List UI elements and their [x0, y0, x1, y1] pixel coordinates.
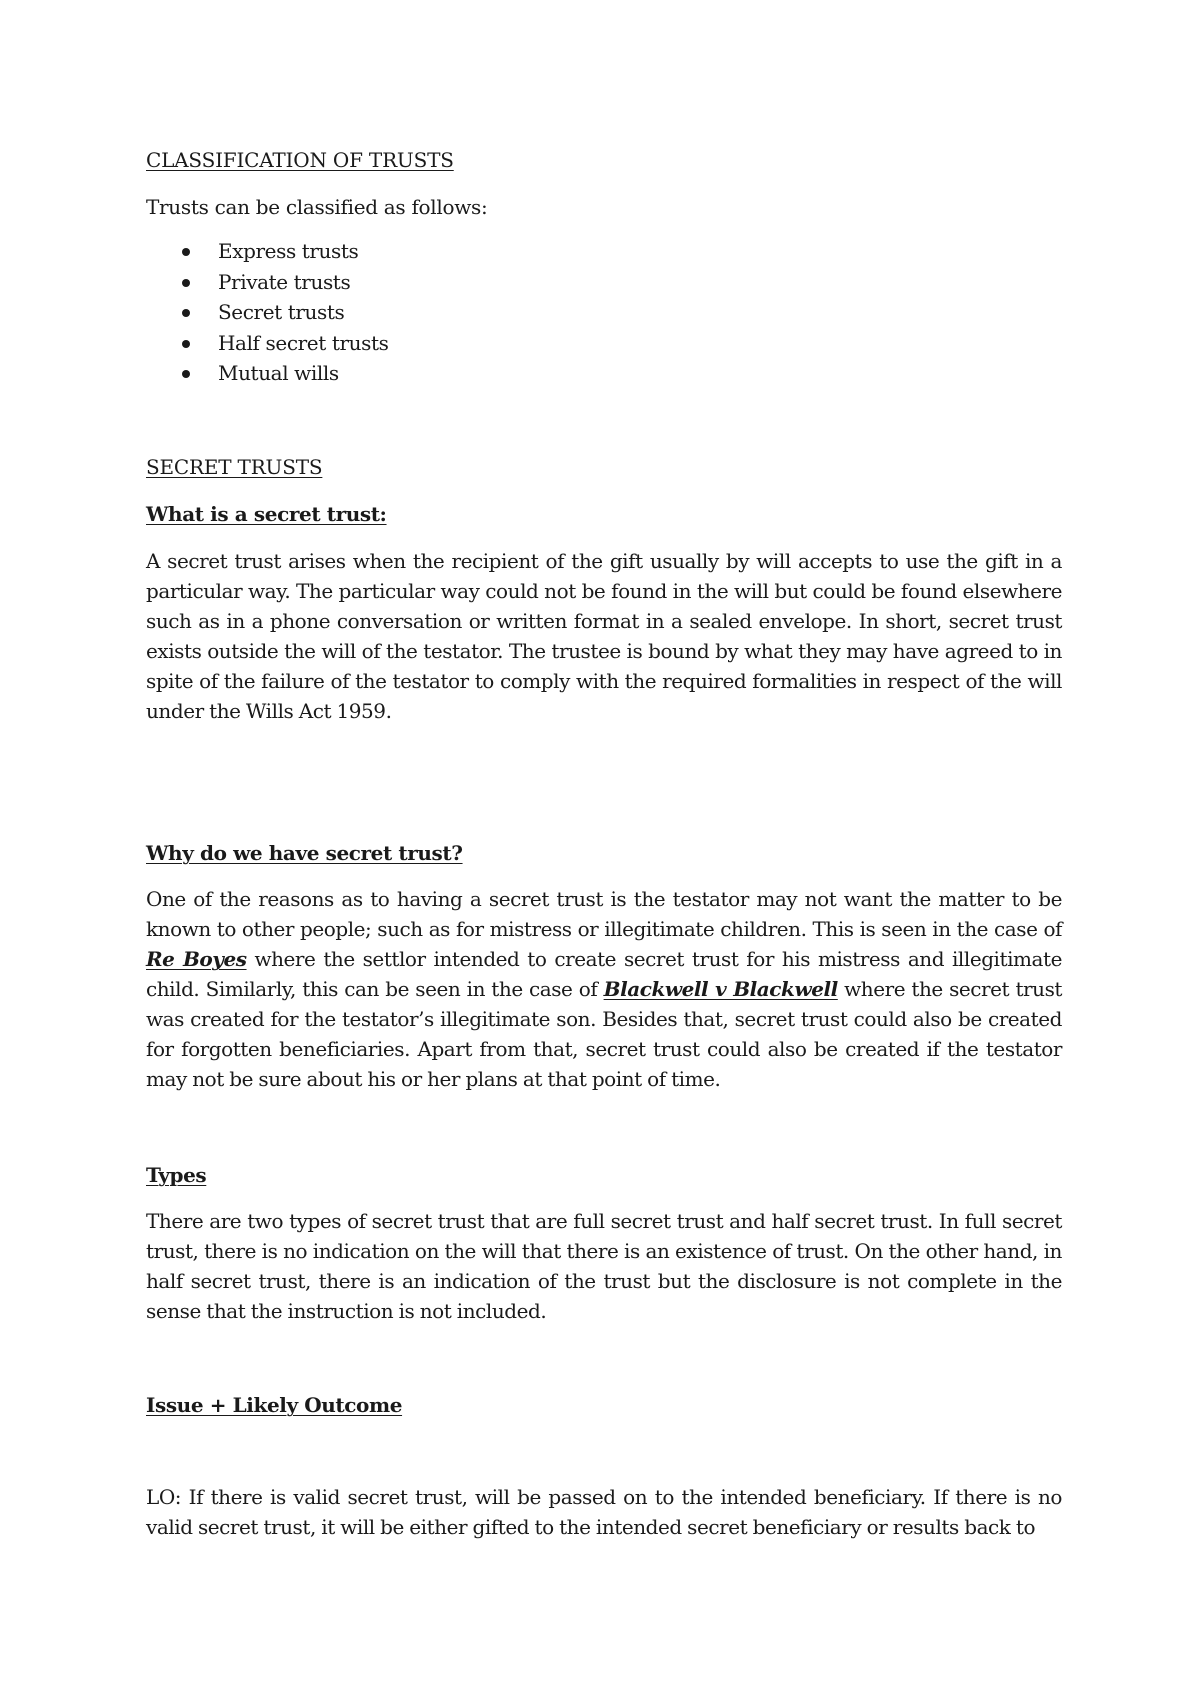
- types-paragraph: There are two types of secret trust that are full secret trust and half secret trust. In full secret trust, there is no indication on the will that there is an existence of trust. On the other hand, in half secret trust, there is an indication of the trust but the disclosure is not complete in the sense that the instruction is not included.: [146, 1209, 1062, 1323]
- list-item-label: Half secret trusts: [218, 330, 389, 355]
- list-item: [146, 267, 388, 298]
- bullet-icon: [182, 340, 190, 348]
- list-item-label: Secret trusts: [218, 300, 345, 324]
- bullet-icon: [182, 248, 190, 256]
- classification-heading: CLASSIFICATION OF TRUSTS: [146, 148, 454, 172]
- list-item: [146, 297, 388, 328]
- case-citation-blackwell: Blackwell v Blackwell: [603, 977, 838, 1001]
- list-item: [146, 236, 388, 267]
- why-text-1: One of the reasons as to having a secret trust is the testator may not want the matter to be known to other people; such as for mistress or illegitimate children. This is seen in the case of: [146, 887, 1062, 941]
- classification-list: [146, 236, 388, 389]
- issue-outcome-heading: Issue + Likely Outcome: [146, 1393, 403, 1417]
- why-secret-trust-paragraph: [146, 884, 1062, 1094]
- case-citation-re-boyes: Re Boyes: [146, 947, 247, 971]
- why-text-3: where the secret trust was created for the testator’s illegitimate son. Besides that, secret trust could also be created for forgotten beneficiaries. Apart from that, secret trust could also be created if the testator may not be sure about his or her plans at that point of time.: [146, 977, 1062, 1091]
- bullet-icon: [182, 309, 190, 317]
- secret-trusts-heading: SECRET TRUSTS: [146, 455, 323, 479]
- issue-outcome-paragraph: LO: If there is valid secret trust, will be passed on to the intended beneficiary. If there is no valid secret trust, it will be either gifted to the intended secret beneficiary or results back to: [146, 1485, 1062, 1539]
- types-heading: Types: [146, 1163, 207, 1187]
- why-text-2: where the settlor intended to create secret trust for his mistress and illegitimate child. Similarly, this can be seen in the case of: [146, 947, 1062, 1001]
- bullet-icon: [182, 279, 190, 287]
- list-item: [146, 328, 388, 359]
- list-item: [146, 358, 388, 389]
- bullet-icon: [182, 370, 190, 378]
- classification-intro: Trusts can be classified as follows:: [146, 195, 488, 219]
- why-secret-trust-heading: Why do we have secret trust?: [146, 841, 463, 865]
- what-is-secret-trust-heading: What is a secret trust:: [146, 502, 387, 526]
- list-item-label: Private trusts: [218, 269, 351, 294]
- list-item-label: Express trusts: [218, 239, 359, 263]
- list-item-label: Mutual wills: [218, 361, 339, 385]
- what-is-secret-trust-paragraph: A secret trust arises when the recipient of the gift usually by will accepts to use the gift in a particular way. The particular way could not be found in the will but could be found elsewhere such as in a phone conversation or written format in a sealed envelope. In short, secret trust exists outside the will of the testator. The trustee is bound by what they may have agreed to in spite of the failure of the testator to comply with the required formalities in respect of the will under the Wills Act 1959.: [146, 549, 1062, 723]
